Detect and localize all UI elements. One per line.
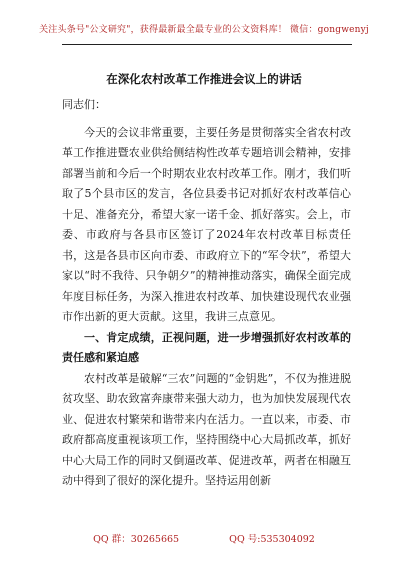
qq-number-text: QQ 号:535304092	[229, 534, 315, 545]
document-title: 在深化农村改革工作推进会议上的讲话	[106, 72, 302, 86]
document-body	[62, 95, 351, 492]
section-paragraph: 农村改革是破解“三农”问题的“金钥匙”，不仅为推进脱贫攻坚、助农致富奔康带来强大动力，也为加快发展现代农业、促进农村繁荣和谐带来内在活力。一直以来，市委、市政府都高度重视该项工作，坚持围绕中心大局抓改革，抓好中心大局工作的同时又倒逼改革、促进改革，两者在相融互动中得到了很好的深化提升。坚持运用创新	[62, 371, 351, 487]
header-divider	[62, 44, 352, 45]
footer-contact	[0, 531, 408, 545]
qq-group-text: QQ 群：30265665	[93, 534, 180, 545]
header-promo-text: 关注头条号"公文研究"，获得最新最全最专业的公文资料库！ 微信：gongwenyj	[39, 25, 369, 35]
body-paragraph: 今天的会议非常重要，主要任务是贯彻落实全省农村改革工作推进暨农业供给侧结构性改革专题培训会精神，安排部署当前和今后一个时期农业农村改革工作。刚才，我们听取了5个县市区的发言，各位县委书记对抓好农村改革信心十足、准备充分，希望大家一诺千金、抓好落实。会上，市委、市政府与各县市区签订了2024年农村改革目标责任书，这是各县市区向市委、市政府立下的“军令状”，希望大家以“时不我待、只争朝夕”的精神推动落实，确保全面完成年度目标任务，为深入推进农村改革、加快建设现代农业强市作出新的更大贡献。这里，我讲三点意见。	[62, 125, 351, 323]
salutation: 同志们：	[62, 98, 106, 111]
section-heading: 一、肯定成绩，正视问题，进一步增强抓好农村改革的责任感和紧迫感	[62, 330, 351, 364]
